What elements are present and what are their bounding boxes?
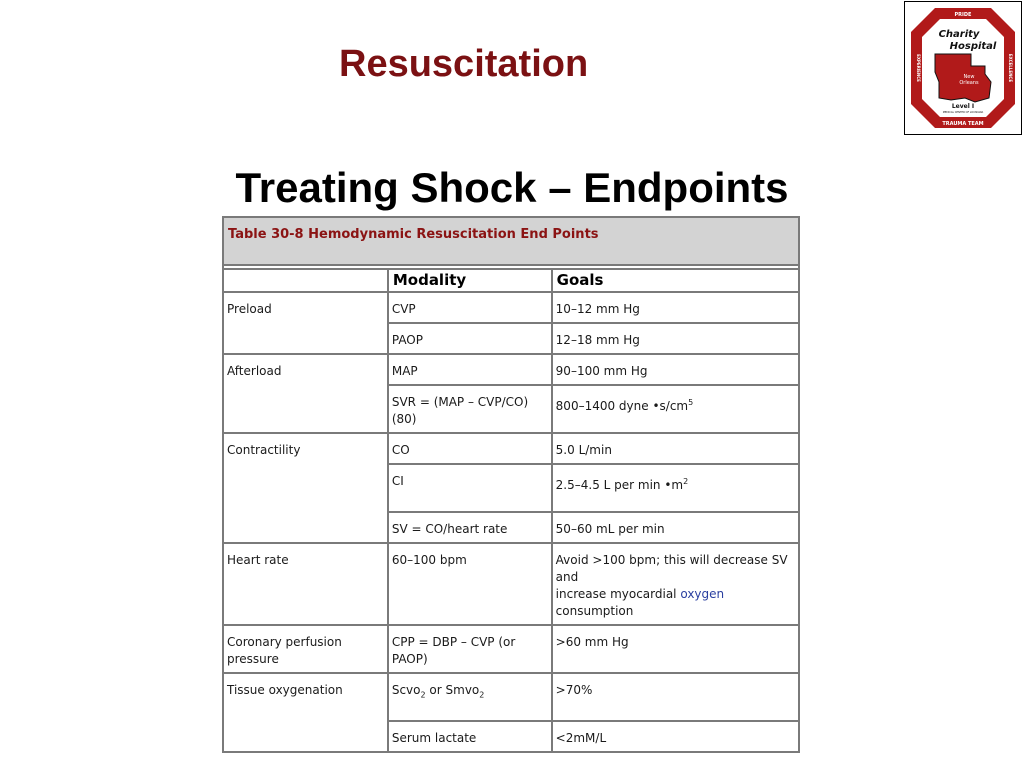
row-label-afterload: Afterload [224,355,387,432]
table-spacer-row [224,266,798,268]
column-header-blank [224,270,387,291]
goal-cell [553,544,798,624]
table-row [224,626,798,672]
modality-subscript: 2 [479,690,485,700]
svg-text:Hospital: Hospital [949,41,997,52]
table-row [224,434,798,463]
modality-cell: MAP [389,355,551,384]
column-header-modality: Modality [389,270,551,291]
svg-text:Orleans: Orleans [959,80,979,86]
row-label-preload: Preload [224,293,387,353]
goal-superscript: 5 [688,398,694,407]
modality-text: or Smvo [425,683,480,697]
modality-cell: 60–100 bpm [389,544,551,624]
goal-text: 2.5–4.5 L per min •m [555,478,684,492]
goal-cell: 12–18 mm Hg [553,324,798,353]
goal-cell: 10–12 mm Hg [553,293,798,322]
goal-cell: 90–100 mm Hg [553,355,798,384]
row-label-heart-rate: Heart rate [224,544,387,624]
table-row [224,544,798,624]
modality-cell: PAOP [389,324,551,353]
goal-superscript: 2 [683,477,689,486]
slide-subtitle: Treating Shock – Endpoints [235,164,789,211]
modality-text: Scvo [391,683,421,697]
modality-cell: SVR = (MAP – CVP/CO)(80) [389,386,551,432]
endpoints-table [222,216,800,753]
table-header-row [224,270,798,291]
row-label-tissue-oxygenation: Tissue oxygenation [224,674,387,751]
svg-text:MEDICAL CENTER OF LOUISIANA: MEDICAL CENTER OF LOUISIANA [942,111,984,114]
table-spacer [224,266,798,268]
modality-subscript: 2 [420,690,426,700]
modality-cell: CVP [389,293,551,322]
svg-text:Level I: Level I [951,103,975,110]
row-label-coronary-perfusion: Coronary perfusion pressure [224,626,387,672]
table-row [224,293,798,322]
goal-cell [553,386,798,432]
svg-text:EXPERIENCE: EXPERIENCE [916,54,921,82]
endpoints-table-container [222,216,800,776]
goal-text: consumption [555,604,634,618]
modality-cell: CI [389,465,551,511]
goal-cell: 50–60 mL per min [553,513,798,542]
modality-cell: CO [389,434,551,463]
goal-cell: >70% [553,674,798,720]
goal-text: 800–1400 dyne •s/cm [555,399,689,413]
modality-cell: Serum lactate [389,722,551,751]
row-label-contractility: Contractility [224,434,387,542]
oxygen-link[interactable]: oxygen [680,587,725,601]
svg-text:PRIDE: PRIDE [954,12,972,18]
goal-cell: <2mM/L [553,722,798,751]
table-row [224,674,798,720]
logo-emblem [905,2,1021,134]
svg-text:EXCELLENCE: EXCELLENCE [1008,53,1013,83]
modality-cell [389,674,551,720]
goal-cell [553,465,798,511]
table-caption: Table 30-8 Hemodynamic Resuscitation End Points [224,218,798,264]
column-header-goals: Goals [553,270,798,291]
header-title: Resuscitation [339,43,589,85]
goal-cell: >60 mm Hg [553,626,798,672]
modality-cell: SV = CO/heart rate [389,513,551,542]
table-row [224,355,798,384]
modality-cell: CPP = DBP – CVP (or PAOP) [389,626,551,672]
svg-text:TRAUMA TEAM: TRAUMA TEAM [942,121,984,127]
goal-cell: 5.0 L/min [553,434,798,463]
charity-hospital-logo [904,1,1022,135]
table-caption-row [224,218,798,264]
goal-text: increase myocardial [555,587,677,601]
goal-text: Avoid >100 bpm; this will decrease SV and [555,553,788,584]
svg-text:Charity: Charity [938,29,980,40]
svg-text:New: New [963,74,975,80]
